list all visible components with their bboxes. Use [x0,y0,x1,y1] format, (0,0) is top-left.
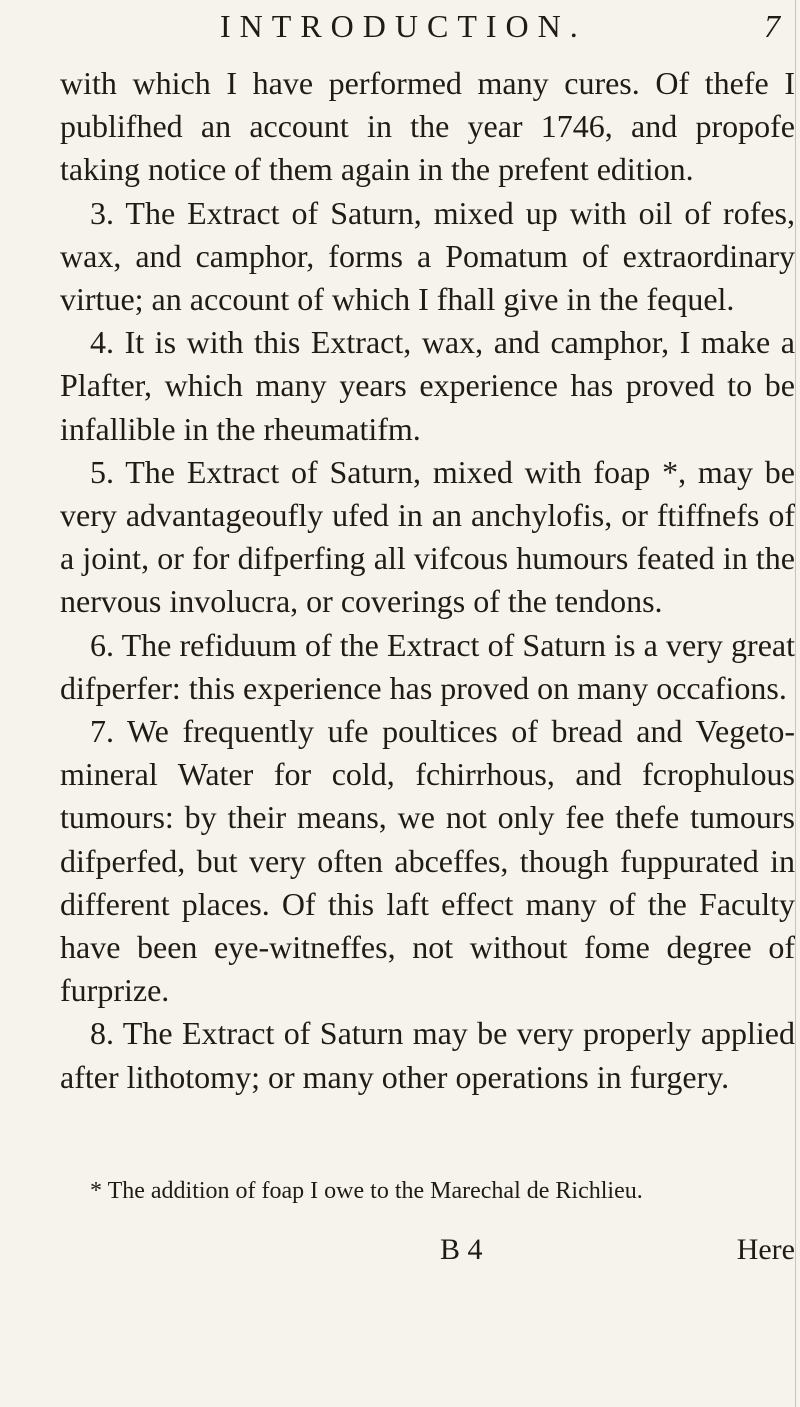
paragraph-3: 3. The Extract of Saturn, mixed up with oil of rofes, wax, and camphor, forms a Pomatum of extraordinary virtue; an account of which I fhall give in the fequel. [60,194,795,318]
paragraph-7: 7. We frequently ufe poultices of bread and Vegeto-mineral Water for cold, fchirrhous, and fcrophulous tumours: by their means, we not only fee thefe tumours difperfed, but very often abceffes, though fuppurated in different places. Of this laft effect many of the Faculty have been eye-witneffes, not without fome degree of furprize. [60,713,795,1009]
signature-mark: B 4 [440,1233,483,1266]
page-edge-line [795,0,796,1407]
running-header [220,6,780,50]
footnote: * The addition of foap I owe to the Marechal de Richlieu. [90,1178,643,1204]
page-number: 7 [764,8,780,44]
paragraph-6: 6. The refiduum of the Extract of Saturn is a very great difperfer: this experience has proved on many occafions. [60,626,795,706]
paragraph-continuation: with which I have performed many cures. Of thefe I publifhed an account in the year 1746, and propofe taking notice of them again in the prefent edition. [60,65,795,188]
paragraph-8: 8. The Extract of Saturn may be very properly applied after lithotomy; or many other operations in furgery. [60,1015,795,1095]
body-text [60,62,795,1099]
paragraph-5: 5. The Extract of Saturn, mixed with foap *, may be very advantageoufly ufed in an anchylofis, or ftiffnefs of a joint, or for difperfing all vifcous humours feated in the nervous involucra, or coverings of the tendons. [60,453,795,620]
paragraph-4: 4. It is with this Extract, wax, and camphor, I make a Plafter, which many years experience has proved to be infallible in the rheumatifm. [60,324,795,447]
header-title: INTRODUCTION. [220,8,587,44]
page-footer [60,1230,795,1270]
catchword: Here [736,1233,795,1266]
